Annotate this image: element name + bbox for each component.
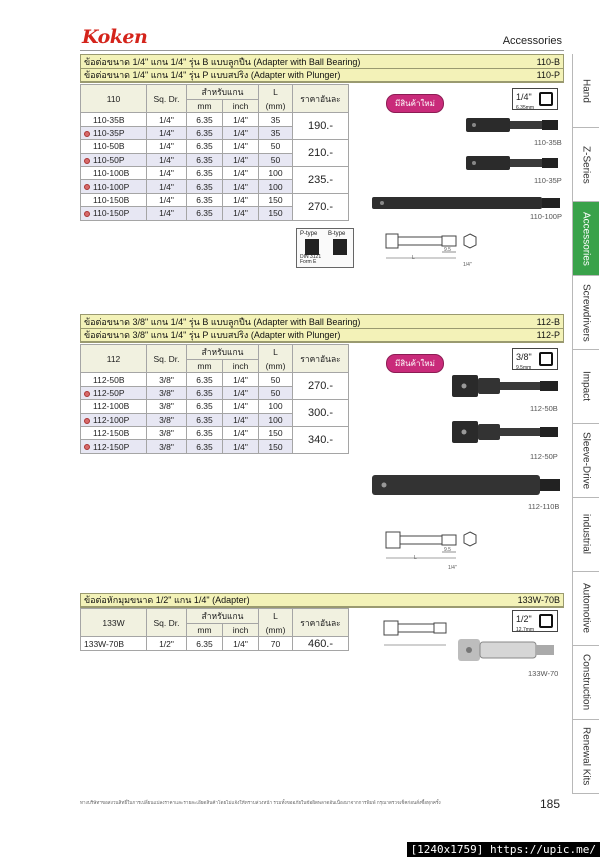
product-image-110-35p bbox=[464, 152, 564, 176]
product-label: 133W-70 bbox=[528, 669, 559, 678]
square-drive-icon bbox=[539, 614, 553, 628]
row-mm: 6.35 bbox=[187, 140, 223, 153]
drive-mm: 6.35mm bbox=[516, 105, 535, 111]
section-titles bbox=[80, 314, 564, 343]
dim-l-label: L bbox=[414, 555, 417, 561]
tab-screwdrivers[interactable] bbox=[573, 276, 599, 350]
col-l-unit: (mm) bbox=[259, 360, 293, 373]
row-sq: 3/8" bbox=[147, 400, 187, 413]
row-sq: 1/4" bbox=[147, 166, 187, 179]
tab-label: Impact bbox=[580, 371, 592, 402]
row-l: 50 bbox=[259, 153, 293, 166]
row-mm: 6.35 bbox=[187, 400, 223, 413]
table-row bbox=[81, 113, 349, 126]
footer-note: ทางบริษัทฯขอสงวนสิทธิ์ในการเปลี่ยนแปลงราคาและรายละเอียดสินค้าโดยไม่แจ้งให้ทราบล่วงหน้า รวมทั้งขออภัยในข้อผิดพลาดอันเนื่องมาจากการพิมพ์ กรุณาตรวจเช็คก่อนสั่งซื้อทุกครั้ง bbox=[80, 800, 441, 805]
row-sq: 3/8" bbox=[147, 440, 187, 453]
dim-l-label: L bbox=[412, 255, 415, 261]
tab-label: Accessories bbox=[580, 211, 592, 266]
row-inch: 1/4" bbox=[223, 373, 259, 386]
row-inch: 1/4" bbox=[223, 180, 259, 193]
table-row bbox=[81, 140, 349, 153]
square-drive-icon bbox=[539, 92, 553, 106]
spec-table bbox=[80, 84, 349, 221]
col-sq-dr: Sq. Dr. bbox=[147, 345, 187, 373]
row-sq: 3/8" bbox=[147, 386, 187, 399]
col-sq-dr: Sq. Dr. bbox=[147, 609, 187, 637]
col-inch: inch bbox=[223, 100, 259, 113]
row-l: 50 bbox=[259, 386, 293, 399]
col-mm: mm bbox=[187, 100, 223, 113]
drive-mm: 12.7mm bbox=[516, 627, 535, 633]
row-mm: 6.35 bbox=[187, 193, 223, 206]
row-inch: 1/4" bbox=[223, 166, 259, 179]
drive-mm: 9.5mm bbox=[516, 365, 532, 371]
row-sq: 1/2" bbox=[147, 637, 187, 650]
row-code: 110-50B bbox=[81, 140, 147, 153]
row-inch: 1/4" bbox=[223, 207, 259, 220]
row-l: 50 bbox=[259, 140, 293, 153]
tab-label: Construction bbox=[580, 654, 592, 711]
tab-label: Z-Series bbox=[580, 145, 592, 184]
table-row bbox=[81, 637, 349, 650]
col-for-shank: สำหรับแกน bbox=[187, 609, 259, 624]
row-mm: 6.35 bbox=[187, 153, 223, 166]
row-mm: 6.35 bbox=[187, 637, 223, 650]
b-type-shape bbox=[333, 239, 347, 255]
row-price: 460.- bbox=[293, 637, 349, 650]
p-type-label: P-type bbox=[300, 231, 318, 237]
row-inch: 1/4" bbox=[223, 140, 259, 153]
row-sq: 1/4" bbox=[147, 113, 187, 126]
row-sq: 1/4" bbox=[147, 153, 187, 166]
row-code: 110-150P bbox=[81, 207, 147, 220]
title-bar bbox=[80, 593, 564, 607]
product-image-112-110b bbox=[370, 472, 564, 498]
row-l: 35 bbox=[259, 126, 293, 139]
title-bar-b bbox=[80, 314, 564, 328]
dim-d-label: 9.5 bbox=[444, 247, 451, 253]
row-inch: 1/4" bbox=[223, 440, 259, 453]
drive-size-box bbox=[512, 610, 558, 632]
row-l: 150 bbox=[259, 207, 293, 220]
row-l: 100 bbox=[259, 400, 293, 413]
row-code: 112-50B bbox=[81, 373, 147, 386]
din-label: DIN 3121 Form E bbox=[300, 254, 322, 265]
product-image-112-50p bbox=[450, 418, 564, 448]
new-product-badge: มีสินค้าใหม่ bbox=[386, 94, 444, 113]
col-price: ราคาอันละ bbox=[293, 345, 349, 373]
row-code: 110-100P bbox=[81, 180, 147, 193]
col-model: 112 bbox=[81, 345, 147, 373]
row-code: 112-100P bbox=[81, 413, 147, 426]
row-price: 340.- bbox=[293, 426, 349, 453]
drive-size: 3/8" bbox=[516, 352, 532, 362]
tab-construction[interactable] bbox=[573, 646, 599, 720]
col-for-shank: สำหรับแกน bbox=[187, 345, 259, 360]
section-title: ข้อต่อขนาด 3/8" แกน 1/4" รุ่น B แบบลูกปืน (Adapter with Ball Bearing) bbox=[84, 316, 361, 327]
tab-label: Automotive bbox=[580, 583, 592, 634]
row-inch: 1/4" bbox=[223, 126, 259, 139]
row-l: 50 bbox=[259, 373, 293, 386]
col-l-unit: (mm) bbox=[259, 624, 293, 637]
row-l: 35 bbox=[259, 113, 293, 126]
section-title: ข้อต่อขนาด 1/4" แกน 1/4" รุ่น P แบบสปริง (Adapter with Plunger) bbox=[84, 70, 341, 80]
row-mm: 6.35 bbox=[187, 373, 223, 386]
col-model: 133W bbox=[81, 609, 147, 637]
dim-hex-label: 1/4" bbox=[463, 262, 472, 268]
col-mm: mm bbox=[187, 624, 223, 637]
row-sq: 1/4" bbox=[147, 207, 187, 220]
title-bar-p bbox=[80, 328, 564, 342]
series-code: 110-P bbox=[536, 70, 560, 80]
col-inch: inch bbox=[223, 624, 259, 637]
tab-z-series[interactable] bbox=[573, 128, 599, 202]
row-l: 150 bbox=[259, 426, 293, 439]
side-tabs bbox=[572, 54, 598, 794]
section-titles bbox=[80, 593, 564, 608]
section-titles bbox=[80, 54, 564, 83]
drive-size: 1/4" bbox=[516, 92, 532, 102]
drive-size: 1/2" bbox=[516, 614, 532, 624]
tab-accessories[interactable] bbox=[573, 202, 599, 276]
row-inch: 1/4" bbox=[223, 400, 259, 413]
row-inch: 1/4" bbox=[223, 637, 259, 650]
series-code: 133W-70B bbox=[517, 595, 560, 605]
dimension-diagram bbox=[382, 526, 486, 572]
product-image-110-100p bbox=[370, 194, 564, 212]
row-mm: 6.35 bbox=[187, 440, 223, 453]
tab-impact[interactable] bbox=[573, 350, 599, 424]
row-l: 100 bbox=[259, 166, 293, 179]
series-code: 112-B bbox=[536, 316, 560, 327]
tab-label: Renewal Kits bbox=[580, 727, 592, 786]
watermark: [1240x1759] https://upic.me/ bbox=[407, 842, 600, 857]
row-inch: 1/4" bbox=[223, 193, 259, 206]
tab-label: Screwdrivers bbox=[580, 283, 592, 342]
section-title: ข้อต่อหักมุมขนาด 1/2" แกน 1/4" (Adapter) bbox=[84, 595, 250, 605]
product-label: 110-35P bbox=[534, 176, 562, 185]
product-label: 110-100P bbox=[530, 212, 562, 221]
tab-label: Hand bbox=[580, 78, 592, 103]
section-112 bbox=[80, 314, 564, 574]
row-inch: 1/4" bbox=[223, 386, 259, 399]
row-l: 100 bbox=[259, 413, 293, 426]
col-price: ราคาอันละ bbox=[293, 609, 349, 637]
row-price: 190.- bbox=[293, 113, 349, 140]
tab-renewal-kits[interactable] bbox=[573, 720, 599, 794]
row-sq: 1/4" bbox=[147, 180, 187, 193]
row-mm: 6.35 bbox=[187, 413, 223, 426]
row-mm: 6.35 bbox=[187, 426, 223, 439]
section-title: ข้อต่อขนาด 3/8" แกน 1/4" รุ่น P แบบสปริง (Adapter with Plunger) bbox=[84, 330, 341, 340]
row-sq: 3/8" bbox=[147, 426, 187, 439]
section-110 bbox=[80, 54, 564, 294]
row-code: 112-50P bbox=[81, 386, 147, 399]
dim-d-label: 9.5 bbox=[444, 547, 451, 553]
product-label: 112-50B bbox=[530, 404, 558, 413]
col-inch: inch bbox=[223, 360, 259, 373]
col-l: L bbox=[259, 345, 293, 360]
page-category: Accessories bbox=[502, 35, 562, 47]
dimension-diagram bbox=[380, 613, 460, 653]
product-image-112-50b bbox=[450, 372, 564, 402]
tab-label: industrial bbox=[580, 514, 592, 555]
table-row bbox=[81, 426, 349, 439]
product-label: 112-110B bbox=[528, 502, 560, 511]
p-type-shape bbox=[305, 239, 319, 255]
row-sq: 3/8" bbox=[147, 373, 187, 386]
row-mm: 6.35 bbox=[187, 207, 223, 220]
row-inch: 1/4" bbox=[223, 426, 259, 439]
row-l: 150 bbox=[259, 440, 293, 453]
row-price: 270.- bbox=[293, 373, 349, 400]
section-title: ข้อต่อขนาด 1/4" แกน 1/4" รุ่น B แบบลูกปืน (Adapter with Ball Bearing) bbox=[84, 56, 361, 67]
dim-hex-label: 1/4" bbox=[448, 565, 457, 571]
table-row bbox=[81, 400, 349, 413]
spec-table bbox=[80, 608, 349, 651]
col-l-unit: (mm) bbox=[259, 100, 293, 113]
product-image-110-35b bbox=[464, 114, 564, 138]
col-for-shank: สำหรับแกน bbox=[187, 85, 259, 100]
table-row bbox=[81, 166, 349, 179]
row-code: 110-35P bbox=[81, 126, 147, 139]
header-divider bbox=[80, 50, 564, 51]
row-inch: 1/4" bbox=[223, 113, 259, 126]
col-mm: mm bbox=[187, 360, 223, 373]
row-sq: 3/8" bbox=[147, 413, 187, 426]
col-sq-dr: Sq. Dr. bbox=[147, 85, 187, 113]
b-type-label: B-type bbox=[328, 231, 346, 237]
series-code: 110-B bbox=[536, 56, 560, 67]
row-price: 300.- bbox=[293, 400, 349, 427]
row-mm: 6.35 bbox=[187, 166, 223, 179]
col-l: L bbox=[259, 609, 293, 624]
tab-automotive[interactable] bbox=[573, 572, 599, 646]
series-code: 112-P bbox=[536, 330, 560, 340]
title-bar-b bbox=[80, 54, 564, 68]
row-code: 112-100B bbox=[81, 400, 147, 413]
row-code: 110-35B bbox=[81, 113, 147, 126]
row-code: 110-100B bbox=[81, 166, 147, 179]
row-inch: 1/4" bbox=[223, 413, 259, 426]
row-code: 112-150B bbox=[81, 426, 147, 439]
section-133w bbox=[80, 593, 564, 693]
title-bar-p bbox=[80, 68, 564, 82]
tab-hand[interactable] bbox=[573, 54, 599, 128]
brand-logo: Koken bbox=[82, 26, 148, 48]
row-code: 110-50P bbox=[81, 153, 147, 166]
page-number: 185 bbox=[539, 797, 560, 811]
row-sq: 1/4" bbox=[147, 140, 187, 153]
spec-table bbox=[80, 344, 349, 454]
type-diagram bbox=[296, 228, 354, 268]
row-code: 133W-70B bbox=[81, 637, 147, 650]
col-l: L bbox=[259, 85, 293, 100]
product-label: 112-50P bbox=[530, 452, 558, 461]
row-l: 100 bbox=[259, 180, 293, 193]
product-label: 110-35B bbox=[534, 138, 562, 147]
tab-label: Sleeve-Drive bbox=[580, 431, 592, 490]
row-inch: 1/4" bbox=[223, 153, 259, 166]
row-sq: 1/4" bbox=[147, 193, 187, 206]
row-mm: 6.35 bbox=[187, 126, 223, 139]
row-price: 235.- bbox=[293, 166, 349, 193]
product-image-133w-70 bbox=[456, 635, 560, 667]
tab-industrial[interactable] bbox=[573, 498, 599, 572]
table-row bbox=[81, 193, 349, 206]
row-l: 150 bbox=[259, 193, 293, 206]
row-mm: 6.35 bbox=[187, 113, 223, 126]
tab-sleeve-drive[interactable] bbox=[573, 424, 599, 498]
row-code: 110-150B bbox=[81, 193, 147, 206]
row-mm: 6.35 bbox=[187, 180, 223, 193]
drive-size-box bbox=[512, 88, 558, 110]
table-row bbox=[81, 373, 349, 386]
row-l: 70 bbox=[259, 637, 293, 650]
row-price: 210.- bbox=[293, 140, 349, 167]
row-code: 112-150P bbox=[81, 440, 147, 453]
square-drive-icon bbox=[539, 352, 553, 366]
col-price: ราคาอันละ bbox=[293, 85, 349, 113]
row-mm: 6.35 bbox=[187, 386, 223, 399]
col-model: 110 bbox=[81, 85, 147, 113]
row-price: 270.- bbox=[293, 193, 349, 220]
new-product-badge: มีสินค้าใหม่ bbox=[386, 354, 444, 373]
drive-size-box bbox=[512, 348, 558, 370]
row-sq: 1/4" bbox=[147, 126, 187, 139]
